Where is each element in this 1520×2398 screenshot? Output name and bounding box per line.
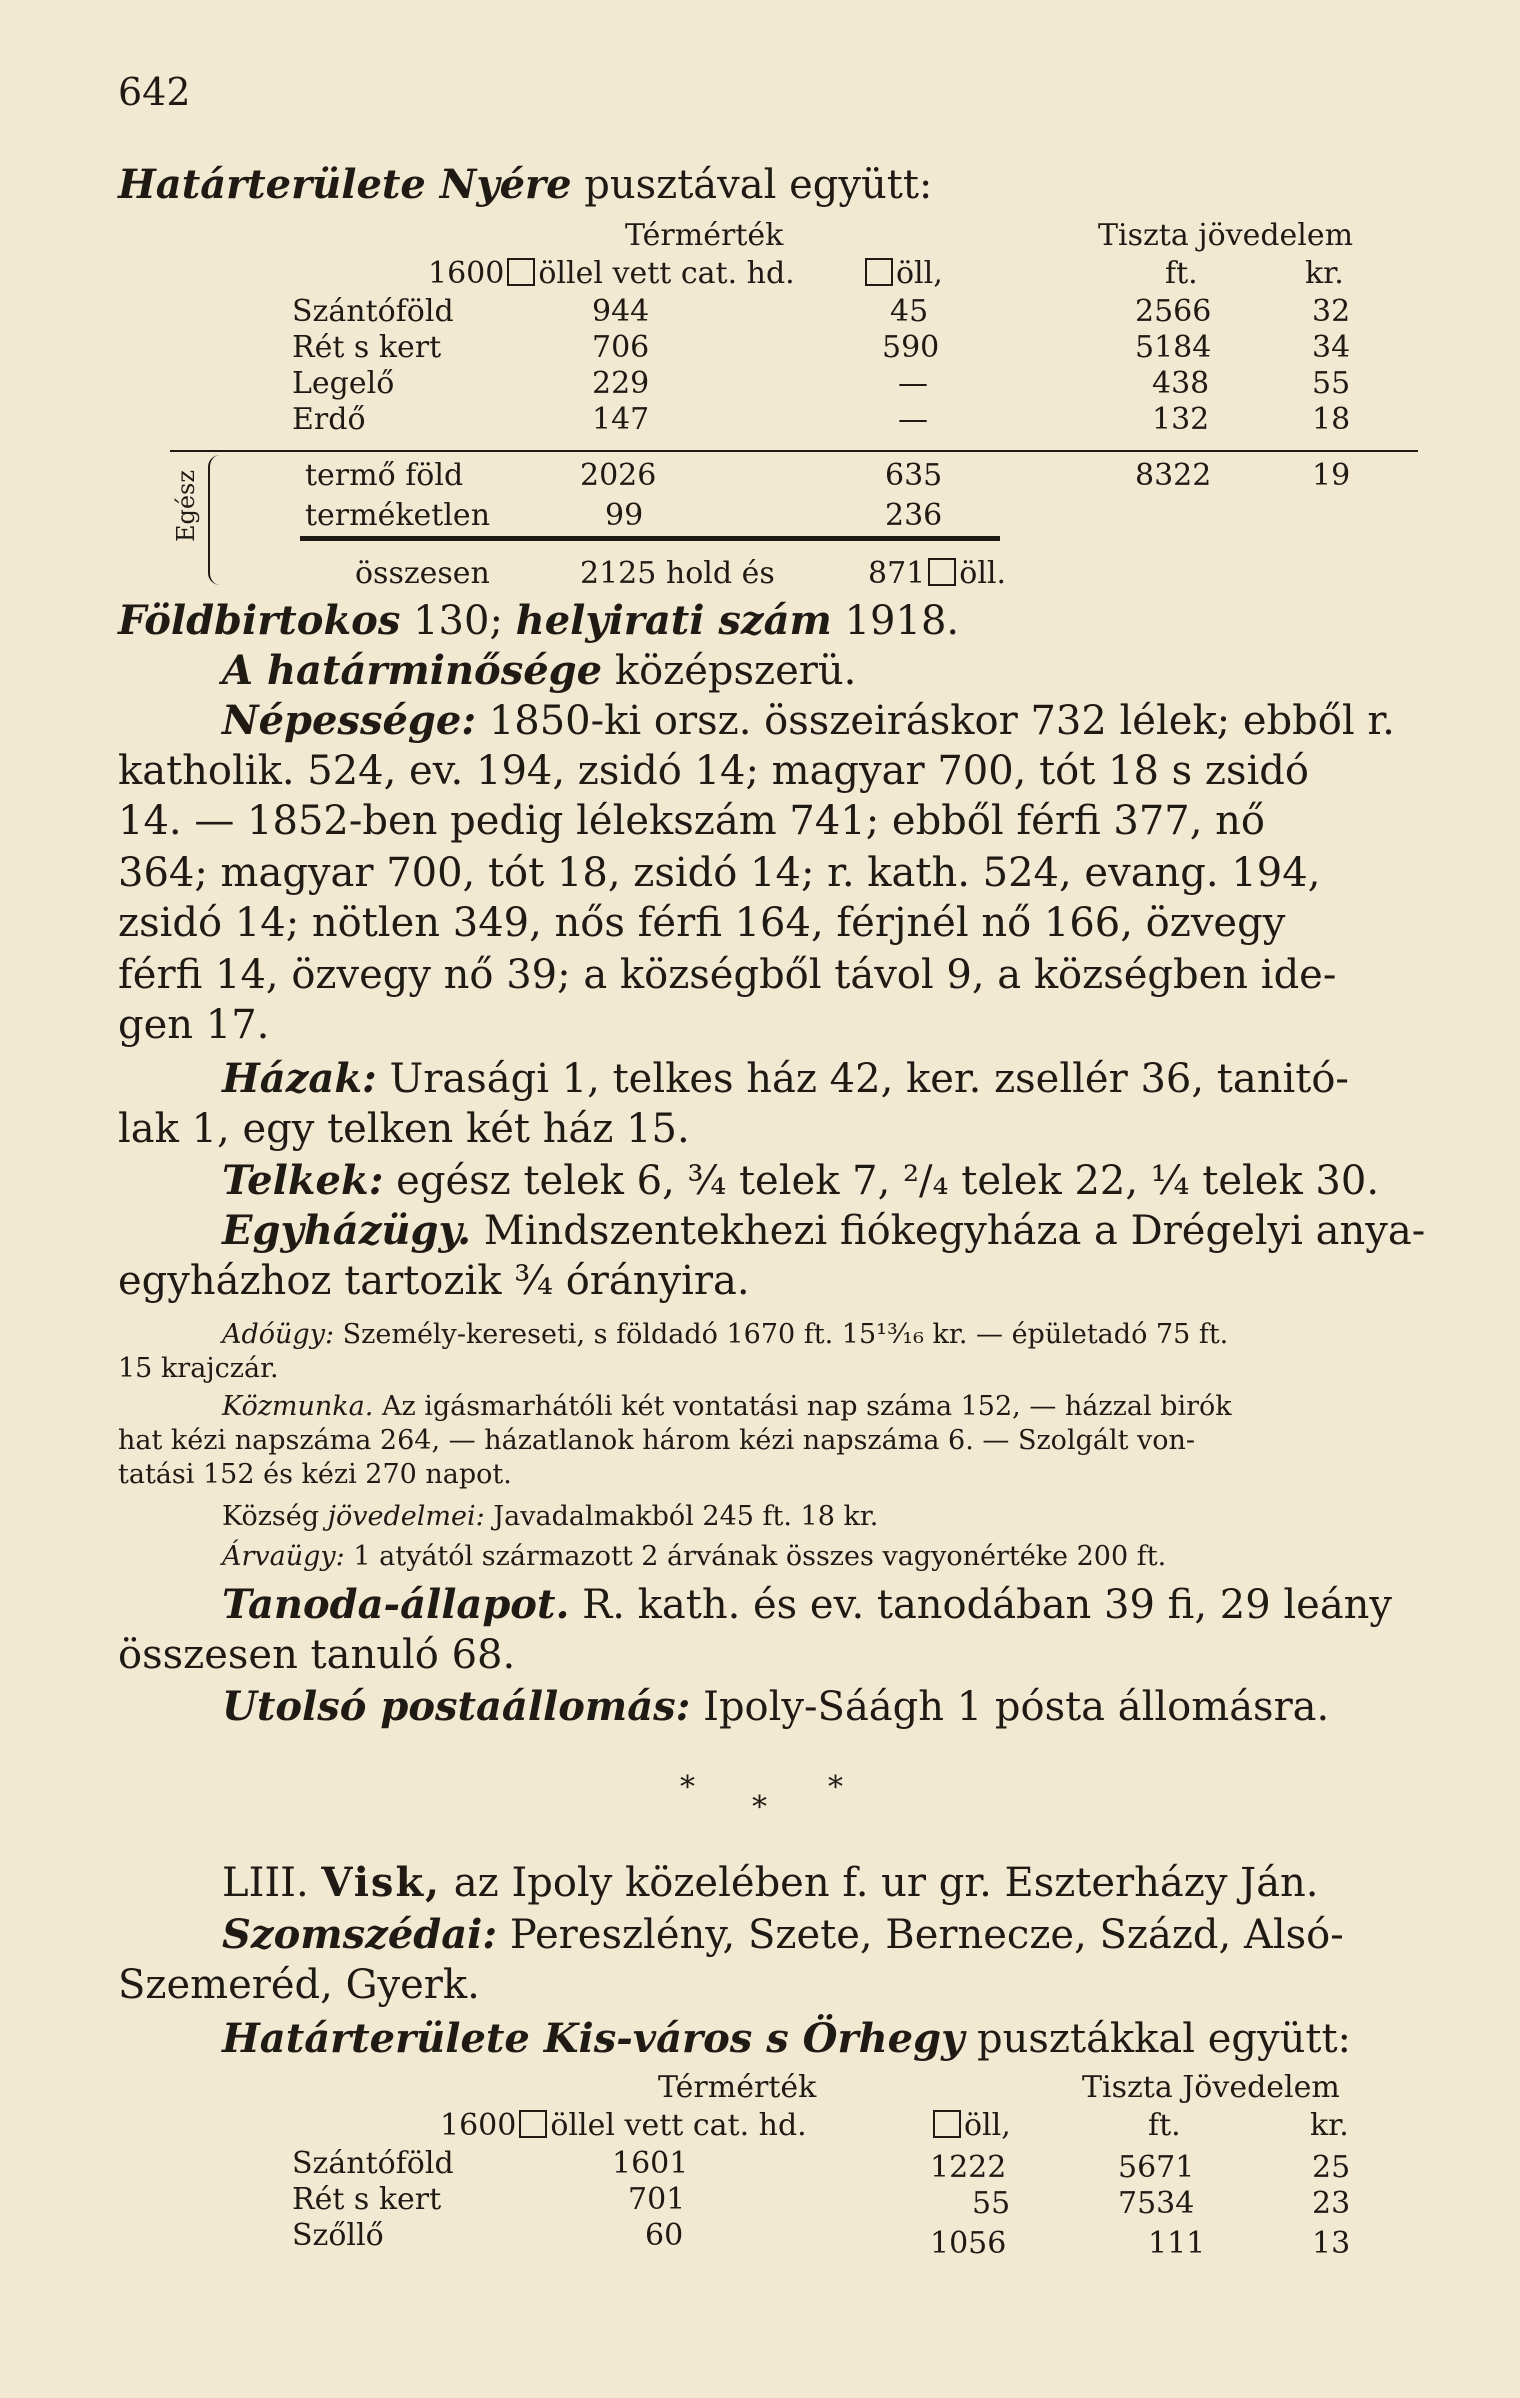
row-name: Rét s kert [292, 2182, 442, 2217]
body-line: 364; magyar 700, tót 18, zsidó 14; r. kath. 524, evang. 194, [118, 850, 1321, 896]
page-number: 642 [118, 70, 191, 114]
row-ft: 5184 [1135, 330, 1212, 365]
row-oll: 45 [890, 294, 929, 329]
total-row-oll: 236 [885, 498, 943, 533]
star-icon: * [752, 1790, 767, 1825]
row-kr: 34 [1312, 330, 1351, 365]
row-hd: 944 [592, 294, 650, 329]
section2-line: Szomszédai: Pereszlény, Szete, Bernecze, Százd, Alsó- [222, 1911, 1344, 1958]
row-kr: 32 [1312, 294, 1351, 329]
total-row-oll: 635 [885, 458, 943, 493]
col-oll: öll, [930, 2108, 1011, 2144]
col-ft: ft. [1165, 256, 1198, 291]
row-ft: 132 [1152, 402, 1210, 437]
row-name: Szántóföld [292, 294, 454, 329]
total-row-hd: 99 [605, 498, 644, 533]
land-table-2 [0, 2070, 1520, 2370]
body-line: Egyházügy. Mindszentekhezi fiókegyháza a Drégelyi anya- [222, 1207, 1426, 1254]
row-oll: 1222 [930, 2150, 1007, 2185]
small-line: Árvaügy: 1 atyától származott 2 árvának összes vagyonértéke 200 ft. [222, 1541, 1167, 1572]
col-termertek: Térmérték [625, 218, 784, 253]
row-kr: 25 [1312, 2150, 1351, 2185]
body-line: zsidó 14; nötlen 349, nős férfi 164, férjnél nő 166, özvegy [118, 900, 1286, 946]
row-name: Szőllő [292, 2218, 384, 2253]
col-unit: 1600 öllel vett cat. hd. [440, 2108, 807, 2143]
col-kr: kr. [1310, 2108, 1349, 2143]
section1-heading: Határterülete Nyére pusztával együtt: [118, 161, 933, 208]
row-name: Legelő [292, 366, 395, 401]
section2-line: LIII. Visk, az Ipoly közelében f. ur gr. Eszterházy Ján. [222, 1859, 1319, 1906]
row-hd: 1601 [612, 2146, 689, 2181]
body-line: 14. — 1852-ben pedig lélekszám 741; ebből férfi 377, nő [118, 798, 1265, 844]
square-symbol [933, 2110, 961, 2138]
body-line: Földbirtokos 130; helyirati szám 1918. [118, 597, 960, 644]
col-tiszta-jovedelem: Tiszta jövedelem [1098, 218, 1354, 253]
small-line: Közmunka. Az igásmarhátóli két vontatási nap száma 152, — házzal birók [222, 1391, 1232, 1422]
body-line: Telkek: egész telek 6, ¾ telek 7, ²/₄ telek 22, ¼ telek 30. [222, 1157, 1380, 1204]
land-table-1 [0, 218, 1520, 598]
col-tiszta-jovedelem: Tiszta Jövedelem [1082, 2070, 1340, 2105]
body-line: A határminősége középszerü. [222, 647, 857, 694]
small-line: tatási 152 és kézi 270 napot. [118, 1459, 512, 1490]
star-icon: * [828, 1770, 843, 1805]
row-name: Erdő [292, 402, 366, 437]
row-kr: 23 [1312, 2186, 1351, 2221]
star-icon: * [680, 1770, 695, 1805]
total-row-kr: 19 [1312, 458, 1351, 493]
body-line: férfi 14, özvegy nő 39; a községből távol 9, a községben ide- [118, 952, 1337, 998]
col-ft: ft. [1148, 2108, 1181, 2143]
col-termertek: Térmérték [658, 2070, 817, 2105]
body-line: Házak: Urasági 1, telkes ház 42, ker. zsellér 36, tanitó- [222, 1055, 1349, 1102]
row-ft: 2566 [1135, 294, 1212, 329]
body-line: lak 1, egy telken két ház 15. [118, 1106, 690, 1152]
col-kr: kr. [1305, 256, 1344, 291]
body-line: egyházhoz tartozik ¾ órányira. [118, 1258, 750, 1304]
row-hd: 229 [592, 366, 650, 401]
sum-hd: 2125 hold és [580, 556, 775, 591]
row-hd: 706 [592, 330, 650, 365]
col-unit: 1600 öllel vett cat. hd. [428, 256, 795, 291]
body-line: Tanoda-állapot. R. kath. és ev. tanodában 39 fi, 29 leány [222, 1581, 1393, 1628]
section2-line: Szemeréd, Gyerk. [118, 1962, 480, 2008]
row-kr: 13 [1312, 2226, 1351, 2261]
body-line: összesen tanuló 68. [118, 1632, 516, 1678]
row-oll: 590 [882, 330, 940, 365]
total-row-ft: 8322 [1135, 458, 1212, 493]
row-oll: 55 [972, 2186, 1011, 2221]
body-line: gen 17. [118, 1002, 270, 1048]
small-line: Község jövedelmei: Javadalmakból 245 ft. 18 kr. [222, 1501, 879, 1532]
sum-name: összesen [355, 556, 490, 591]
small-line: hat kézi napszáma 264, — házatlanok három kézi napszáma 6. — Szolgált von- [118, 1425, 1196, 1456]
body-line: katholik. 524, ev. 194, zsidó 14; magyar 700, tót 18 s zsidó [118, 748, 1309, 794]
table-rule [170, 450, 1418, 452]
body-line: Utolsó postaállomás: Ipoly-Sáágh 1 pósta állomásra. [222, 1683, 1330, 1730]
section-divider-stars [0, 1760, 1520, 1825]
row-oll: — [898, 402, 928, 437]
square-symbol [865, 258, 893, 286]
total-row-name: termő föld [305, 458, 464, 493]
body-line: Népessége: 1850-ki orsz. összeiráskor 732 lélek; ebből r. [222, 697, 1395, 744]
row-kr: 55 [1312, 366, 1351, 401]
row-ft: 5671 [1118, 2150, 1195, 2185]
col-oll: öll, [862, 256, 943, 292]
row-ft: 438 [1152, 366, 1210, 401]
section2-heading: Határterülete Kis-város s Örhegy pusztákkal együtt: [222, 2015, 1352, 2062]
brace [208, 455, 228, 585]
row-ft: 111 [1148, 2226, 1206, 2261]
small-line: Adóügy: Személy-kereseti, s földadó 1670 ft. 15¹³⁄₁₆ kr. — épületadó 75 ft. [222, 1319, 1229, 1350]
total-row-hd: 2026 [580, 458, 657, 493]
row-hd: 147 [592, 402, 650, 437]
row-hd: 701 [628, 2182, 686, 2217]
row-name: Rét s kert [292, 330, 442, 365]
total-row-name: terméketlen [305, 498, 491, 533]
row-ft: 7534 [1118, 2186, 1195, 2221]
square-symbol [928, 558, 956, 586]
row-hd: 60 [645, 2218, 684, 2253]
row-oll: 1056 [930, 2226, 1007, 2261]
sum-rule [300, 536, 1000, 541]
square-symbol [507, 258, 535, 286]
row-name: Szántóföld [292, 2146, 454, 2181]
row-oll: — [898, 366, 928, 401]
sum-oll: 871 öll. [868, 556, 1007, 591]
side-label: Egész [172, 470, 200, 543]
square-symbol [519, 2110, 547, 2138]
small-line: 15 krajczár. [118, 1353, 279, 1384]
row-kr: 18 [1312, 402, 1351, 437]
